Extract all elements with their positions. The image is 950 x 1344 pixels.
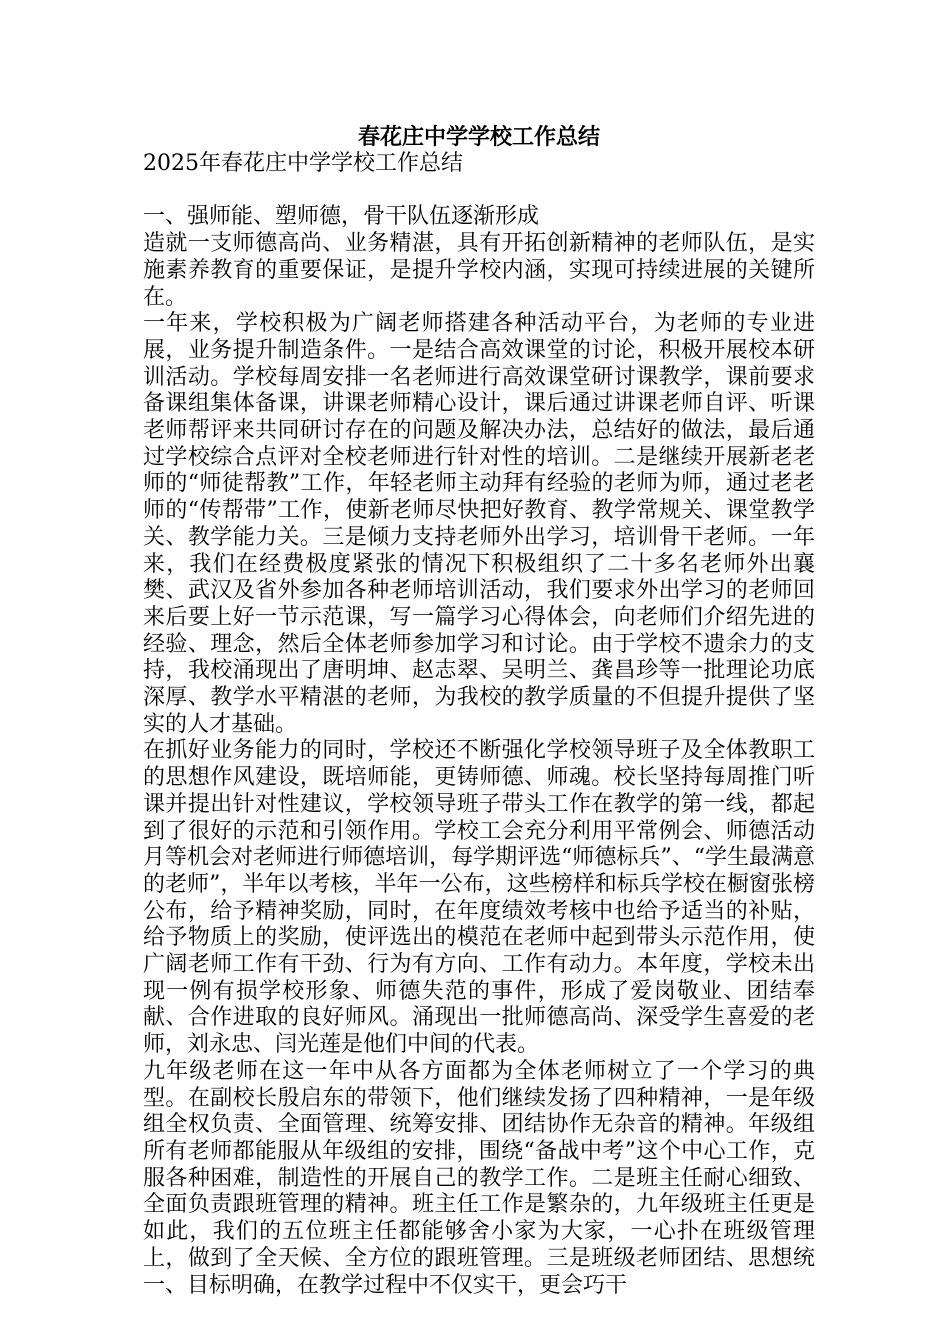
document-body [143, 123, 815, 1299]
section-heading: 一、强师能、塑师德，骨干队伍逐渐形成 [143, 204, 540, 230]
paragraph: 一年来，学校积极为广阔老师搭建各种活动平台，为老师的专业进展，业务提升制造条件。一是结合高效课堂的讨论，积极开展校本研训活动。学校每周安排一名老师进行高效课堂研讨课教学，课前要求备课组集体备课，讲课老师精心设计，课后通过讲课老师自评、听课老师帮评来共同研讨存在的问题及解决办法，总结好的做法，最后通过学校综合点评对全校老师进行针对性的培训。二是继续开展新老老师的“师徒帮教”工作，年轻老师主动拜有经验的老师为师，通过老老师的“传帮带”工作，使新老师尽快把好教育、教学常规关、课堂教学关、教学能力关。三是倾力支持老师外出学习，培训骨干老师。一年来，我们在经费极度紧张的情况下积极组织了二十多名老师外出襄樊、武汉及省外参加各种老师培训活动，我们要求外出学习的老师回来后要上好一节示范课，写一篇学习心得体会，向老师们介绍先进的经验、理念，然后全体老师参加学习和讨论。由于学校不遗余力的支持，我校涌现出了唐明坤、赵志翠、吴明兰、龚昌珍等一批理论功底深厚、教学水平精湛的老师，为我校的教学质量的不但提升提供了坚实的人才基础。 [143, 311, 815, 737]
paragraph: 在抓好业务能力的同时，学校还不断强化学校领导班子及全体教职工的思想作风建设，既培师能，更铸师德、师魂。校长坚持每周推门听课并提出针对性建议，学校领导班子带头工作在教学的第一线，都起到了很好的示范和引领作用。学校工会充分利用平常例会、师德活动月等机会对老师进行师德培训，每学期评选“师德标兵”、“学生最满意的老师”，半年以考核，半年一公布，这些榜样和标兵学校在橱窗张榜公布，给予精神奖励，同时，在年度绩效考核中也给予适当的补贴，给予物质上的奖励，使评选出的模范在老师中起到带头示范作用，使广阔老师工作有干劲、行为有方向、工作有动力。本年度，学校未出现一例有损学校形象、师德失范的事件，形成了爱岗敬业、团结奉献、合作进取的良好师风。涌现出一批师德高尚、深受学生喜爱的老师，刘永忠、闫光莲是他们中间的代表。 [143, 738, 815, 1058]
blank-line [143, 178, 815, 205]
document-title: 春花庄中学学校工作总结 [357, 124, 600, 150]
document-subtitle: 2025年春花庄中学学校工作总结 [143, 151, 463, 176]
paragraph: 造就一支师德高尚、业务精湛，具有开拓创新精神的老师队伍，是实施素养教育的重要保证，是提升学校内涵，实现可持续进展的关键所在。 [143, 231, 815, 310]
paragraph: 九年级老师在这一年中从各方面都为全体老师树立了一个学习的典型。在副校长殷启东的带领下，他们继续发扬了四种精神，一是年级组全权负责、全面管理、统筹安排、团结协作无杂音的精神。年级组所有老师都能服从年级组的安排，围绕“备战中考”这个中心工作，克服各种困难，制造性的开展自己的教学工作。二是班主任耐心细致、全面负责跟班管理的精神。班主任工作是繁杂的，九年级班主任更是如此，我们的五位班主任都能够舍小家为大家，一心扑在班级管理上，做到了全天候、全方位的跟班管理。三是班级老师团结、思想统一、目标明确，在教学过程中不仅实干，更会巧干 [143, 1058, 815, 1298]
